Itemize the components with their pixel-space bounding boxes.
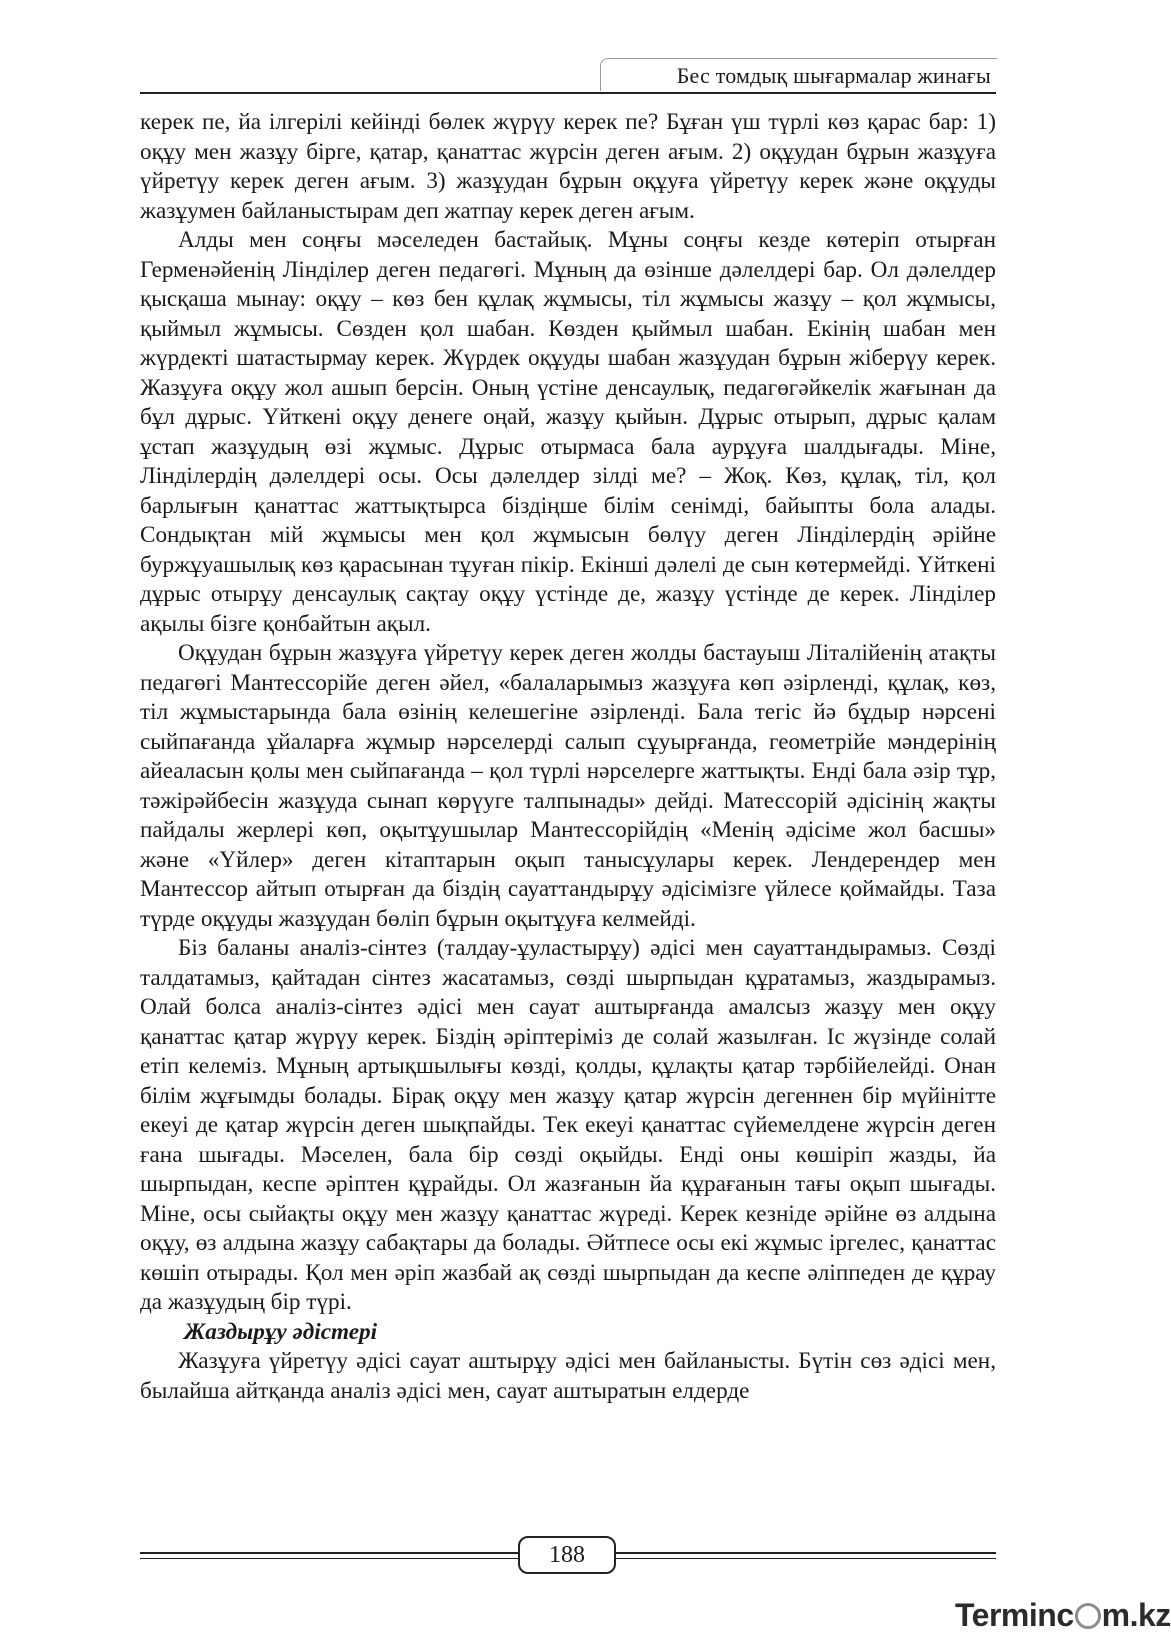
page-body <box>140 108 996 1406</box>
running-title: Бес томдық шығармалар жинағы <box>676 63 991 88</box>
watermark-text-start: Termin <box>955 1597 1057 1633</box>
paragraph: Оқұудан бұрын жазұуға үйретүу керек деген жолды бастауыш Літалійенің атақты педагөгі Мантессорійе деген әйел, «балаларымыз жазұуға көп әзірленді, құлақ, көз, тіл жұмыстарында бала өзінің келешегіне әзірленді. Бала тегіс йә бұдыр нәрсені сыйпағанда ұйаларға жұмыр нәрселерді салып сұуырғанда, геометрійе мәндерінің айеаласын қолы мен сыйпағанда – қол түрлі нәрселерге жаттықты. Енді бала әзір тұр, тәжірәйбесін жазұуда сынап көрүуге талпынады» дейді. Матессорій әдісінің жақты пайдалы жерлері көп, оқытұушылар Мантессорійдің «Менің әдісіме жол басшы» және «Үйлер» деген кітаптарын оқып танысұулары керек. Лендерендер мен Мантессор айтып отырған да біздің сауаттандырұу әдісімізге үйлесе қоймайды. Таза түрде оқұуды жазұудан бөліп бұрын оқытұуға келмейді. <box>140 640 996 932</box>
running-head <box>600 58 997 91</box>
paragraph: Алды мен соңғы мәселеден бастайық. Мұны соңғы кезде көтеріп отырған Герменәйенің Лінділер деген педагөгі. Мұның да өзінше дәлелдері бар. Ол дәлелдер қысқаша мынау: оқұу – көз бен құлақ жұмысы, тіл жұмысы жазұу – қол жұмысы, қыймыл жұмысы. Сөзден қол шабан. Көзден қыймыл шабан. Екінің шабан мен жүрдекті шатастырмау керек. Жүрдек оқұуды шабан жазұудан бұрын жіберүу керек. Жазұуға оқұу жол ашып берсін. Оның үстіне денсаулық, педагөгәйкелік жағынан да бұл дұрыс. Үйткені оқұу денеге оңай, жазұу қыйын. Дұрыс отырып, дұрыс қалам ұстап жазұудың өзі жұмыс. Дұрыс отырмаса бала аурұуға шалдығады. Міне, Лінділердің дәлелдері осы. Осы дәлелдер зілді ме? – Жоқ. Көз, құлақ, тіл, қол барлығын қанаттас жаттықтырса біздіңше білім сенімді, байыпты бола алады. Сондықтан мій жұмысы мен қол жұмысын бөлүу деген Лінділердің әрійне буржұуашылық көз қарасынан тұуған пікір. Екінші дәлелі де сын көтермейді. Үйткені дұрыс отырұу денсаулық сақтау оқұу үстінде де, жазұу үстінде де керек. Ліндiлер ақылы бізге қонбайтын ақыл. <box>140 227 996 637</box>
paragraph: Жазұуға үйретүу әдісі сауат аштырұу әдісі мен байланысты. Бүтін сөз әдісі мен, былайша айтқанда аналіз әдісі мен, сауат аштыратын елдерде <box>140 1348 996 1404</box>
page-number-box <box>518 1536 616 1574</box>
magnifier-icon <box>1075 1603 1101 1629</box>
watermark-logo <box>955 1597 1171 1631</box>
section-heading: Жаздырұу әдістері <box>184 1318 378 1345</box>
header-rule <box>140 92 996 94</box>
paragraph: керек пе, йа ілгерілі кейінді бөлек жүрүу керек пе? Бұған үш түрлі көз қарас бар: 1) оқұу мен жазұу бірге, қатар, қанаттас жүрсін деген ағым. 2) оқұудан бұрын жазұуға үйретүу керек деген ағым. 3) жазұудан бұрын оқұуға үйретүу керек және оқұуды жазұумен байланыстырам деп жатпау керек деген ағым. <box>140 109 996 224</box>
watermark-text-end: m.kz <box>1101 1597 1171 1633</box>
paragraph: Біз баланы аналіз-сінтез (талдау-ұуластырұу) әдісі мен сауаттандырамыз. Сөзді талдатамыз, қайтадан сінтез жасатамыз, сөзді шырпыдан құратамыз, жаздырамыз. Олай болса аналіз-сінтез әдісі мен сауат аштырғанда амалсыз жазұу мен оқұу қанаттас қатар жүрүу керек. Біздің әріптеріміз де солай жазылған. Іс жүзінде солай етіп келеміз. Мұның артықшылығы көзді, қолды, құлақты қатар тәрбійелейді. Онан білім жұғымды болады. Бірақ оқұу мен жазұу қатар жүрсін дегеннен бір мүйінітте екеуі де қатар жүрсін деген шықпайды. Тек екеуі қанаттас сүйемелдене жүрсін деген ғана шығады. Мәселен, бала бір сөзді оқыйды. Енді оны көшіріп жазды, йа шырпыдан, кеспе әріптен құрайды. Ол жазғанын йа құрағанын тағы оқып шығады. Міне, осы сыйақты оқұу мен жазұу қанаттас жүреді. Керек кезніде әрійне өз алдына оқұу, өз алдына жазұу сабақтары да болады. Әйтпесе осы екі жұмыс іргелес, қанаттас көшіп отырады. Қол мен әріп жазбай ақ сөзді шырпыдан да кеспе әліппеден де құрау да жазұудың бір түрі. <box>140 935 996 1315</box>
page-number: 188 <box>549 1542 585 1568</box>
watermark-text-c: c <box>1056 1597 1074 1633</box>
